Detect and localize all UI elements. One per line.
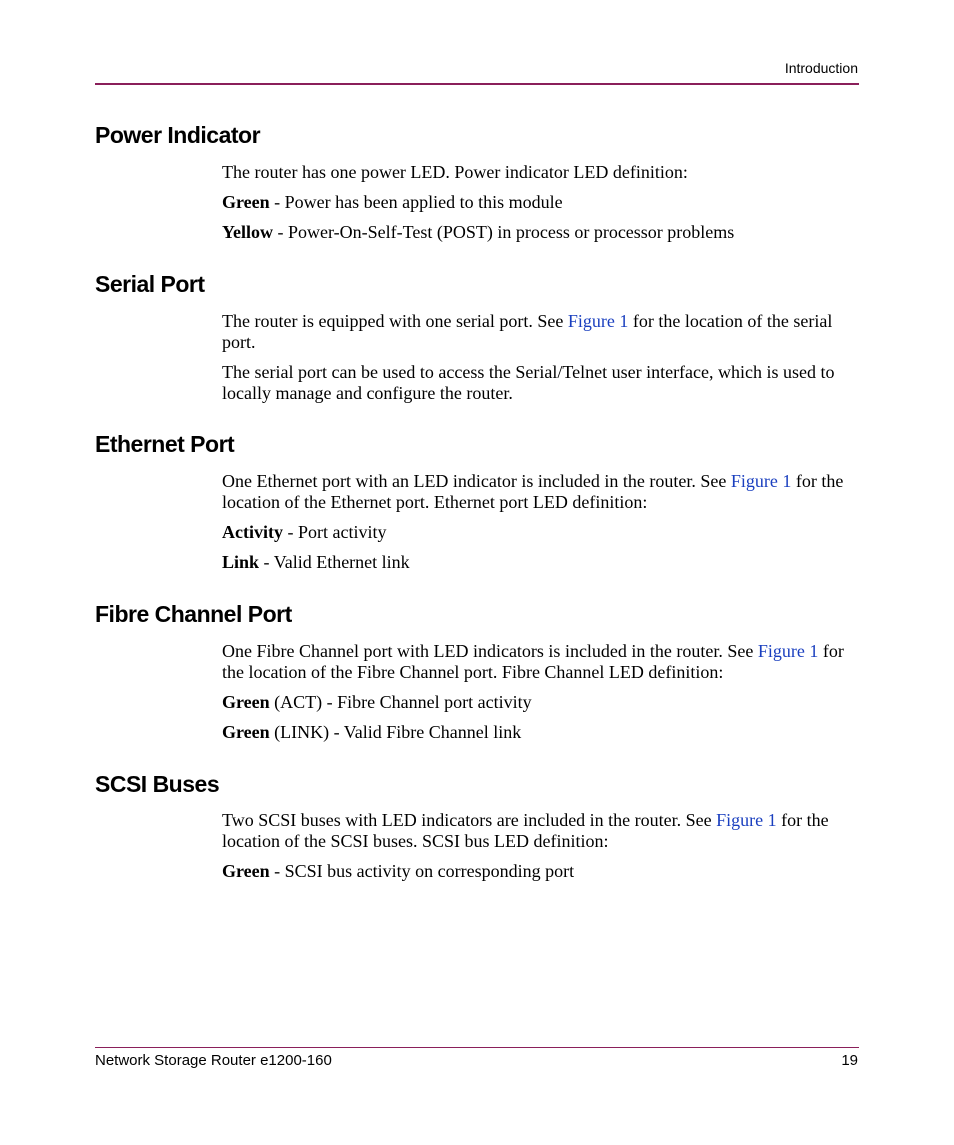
- text: The router is equipped with one serial port. See: [222, 311, 568, 331]
- definition-term: Green: [222, 192, 270, 212]
- definition-term: Green: [222, 861, 270, 881]
- definition-desc: - Valid Ethernet link: [259, 552, 410, 572]
- section-title: Serial Port: [95, 271, 205, 297]
- text: Two SCSI buses with LED indicators are included in the router. See: [222, 810, 717, 830]
- paragraph: The serial port can be used to access the Serial/Telnet user interface, which is used to locally manage and configure the router.: [222, 362, 835, 403]
- definition-desc: - Power has been applied to this module: [269, 192, 563, 212]
- section-title: Fibre Channel Port: [95, 601, 292, 627]
- definition-item: [222, 552, 862, 573]
- definition-item: [222, 522, 862, 543]
- text: for the location of the Ethernet port. Ethernet port LED definition:: [222, 471, 844, 512]
- section-body: [222, 810, 862, 891]
- definition-term: Link: [222, 552, 260, 572]
- definition-desc: - Power-On-Self-Test (POST) in process or processor problems: [273, 222, 735, 242]
- section-body: [222, 162, 862, 252]
- text: for the location of the Fibre Channel port. Fibre Channel LED definition:: [222, 641, 844, 682]
- definition-desc: - SCSI bus activity on corresponding port: [269, 861, 575, 881]
- definition-item: [222, 222, 862, 243]
- paragraph: The router has one power LED. Power indicator LED definition:: [222, 162, 688, 182]
- footer-rule: [95, 1047, 859, 1048]
- header-rule: [95, 83, 859, 85]
- definition-term: Green: [222, 722, 270, 742]
- text: for the location of the SCSI buses. SCSI bus LED definition:: [222, 810, 829, 851]
- figure-link[interactable]: Figure 1: [730, 471, 792, 491]
- definition-term: Green: [222, 692, 270, 712]
- definition-item: [222, 722, 862, 743]
- definition-item: [222, 692, 862, 713]
- definition-desc: - Port activity: [282, 522, 387, 542]
- section-body: [222, 641, 862, 752]
- section-title: SCSI Buses: [95, 771, 220, 797]
- definition-term: Activity: [222, 522, 283, 542]
- paragraph: [222, 311, 862, 353]
- text: One Fibre Channel port with LED indicators is included in the router. See: [222, 641, 758, 661]
- section-body: [222, 311, 862, 413]
- paragraph: [222, 810, 862, 852]
- figure-link[interactable]: Figure 1: [567, 311, 629, 331]
- footer-title: Network Storage Router e1200-160: [95, 1052, 332, 1069]
- page-number: 19: [841, 1052, 858, 1069]
- figure-link[interactable]: Figure 1: [757, 641, 819, 661]
- definition-item: [222, 192, 862, 213]
- definition-desc: (ACT) - Fibre Channel port activity: [269, 692, 532, 712]
- paragraph: [222, 471, 862, 513]
- section-title: Ethernet Port: [95, 431, 235, 457]
- definition-desc: (LINK) - Valid Fibre Channel link: [269, 722, 522, 742]
- running-header: Introduction: [784, 60, 858, 76]
- figure-link[interactable]: Figure 1: [716, 810, 777, 830]
- text: for the location of the serial port.: [222, 311, 833, 352]
- section-body: [222, 471, 862, 582]
- paragraph: [222, 641, 862, 683]
- definition-term: Yellow: [222, 222, 273, 242]
- definition-item: [222, 861, 862, 882]
- section-title: Power Indicator: [95, 122, 261, 148]
- text: One Ethernet port with an LED indicator is included in the router. See: [222, 471, 731, 491]
